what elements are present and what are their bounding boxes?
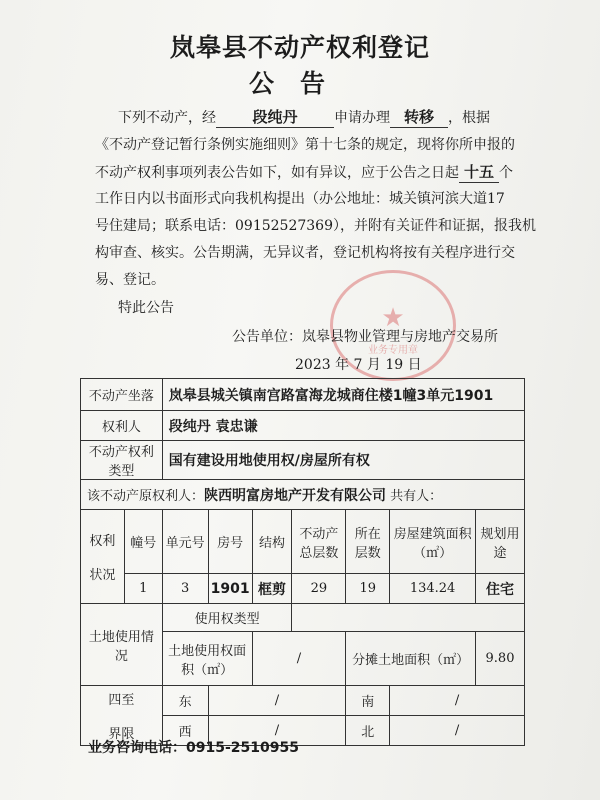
notice-subtitle: 公告 (248, 69, 351, 98)
table-row (81, 379, 525, 411)
special-notice: 特此公告 (118, 300, 174, 316)
header-cell: 不动产总层数 (292, 510, 346, 574)
notice-title: 岚皋县不动产权利登记 (169, 33, 430, 62)
boundary-label-2: 界限 (108, 727, 135, 742)
east-label: 东 (162, 686, 208, 716)
issuer: 公告单位：岚皋县物业管理与房地产交易所 (232, 329, 498, 345)
body-text: 申请办理 (334, 110, 390, 126)
body-line-7: 易、登记。 (95, 272, 165, 288)
value-cell: 1901 (208, 574, 252, 604)
holder-label: 权利人 (81, 411, 163, 441)
land-use-label: 土地使用情况 (81, 604, 163, 686)
table-row (81, 574, 525, 604)
table-row (81, 411, 525, 441)
business-type: 转移 (390, 106, 448, 128)
header-cell: 单元号 (162, 510, 208, 574)
header-cell: 幢号 (124, 510, 162, 574)
header-cell: 所在层数 (346, 510, 390, 574)
west-value: / (208, 716, 346, 746)
table-row (81, 686, 525, 716)
shared-area-label: 分摊土地面积（㎡） (346, 632, 476, 686)
header-cell: 房屋建筑面积（㎡） (390, 510, 476, 574)
table-row (81, 604, 525, 632)
west-label: 西 (162, 716, 208, 746)
header-cell: 房号 (208, 510, 252, 574)
south-label: 南 (346, 686, 390, 716)
table-row (81, 510, 525, 574)
header-cell: 规划用途 (476, 510, 525, 574)
shared-area-value: 9.80 (476, 632, 525, 686)
body-line-4: 工作日内以书面形式向我机构提出（办公地址：城关镇河滨大道17 (95, 191, 505, 207)
body-text: 下列不动产，经 (118, 110, 216, 126)
type-value: 国有建设用地使用权/房屋所有权 (162, 441, 524, 480)
north-label: 北 (346, 716, 390, 746)
notice-date: 2023 年 7 月 19 日 (295, 357, 422, 373)
body-text: 不动产权利事项列表公告如下，如有异议，应于公告之日起 (95, 165, 459, 181)
objection-days: 十五 (459, 161, 499, 183)
land-area-value: / (252, 632, 346, 686)
north-value: / (390, 716, 525, 746)
status-label-1: 权利 (89, 534, 116, 549)
contact-phone: 业务咨询电话：0915-2510955 (88, 740, 299, 756)
seal-sub-text: 业务专用章 (368, 345, 418, 356)
co-owner-label: 共有人： (390, 488, 443, 504)
original-holder-row (81, 480, 525, 510)
location-value: 岚皋县城关镇南宫路富海龙城商住楼1幢3单元1901 (162, 379, 524, 411)
use-type-label: 使用权类型 (162, 604, 292, 632)
value-cell: 19 (346, 574, 390, 604)
status-label-2: 状况 (89, 568, 116, 583)
value-cell: 29 (292, 574, 346, 604)
value-cell: 134.24 (390, 574, 476, 604)
holder-value: 段纯丹 袁忠谦 (162, 411, 524, 441)
applicant-name: 段纯丹 (216, 106, 334, 128)
body-line-6: 构审查、核实。公告期满，无异议者，登记机构将按有关程序进行交 (95, 245, 515, 261)
table-row (81, 480, 525, 510)
body-line-3 (95, 161, 513, 183)
value-cell: 3 (162, 574, 208, 604)
value-cell: 框剪 (252, 574, 292, 604)
original-label: 该不动产原权利人： (87, 488, 205, 504)
value-cell: 1 (124, 574, 162, 604)
property-table (80, 378, 525, 746)
use-type-value (292, 604, 525, 632)
south-value: / (390, 686, 525, 716)
body-line-2: 《不动产登记暂行条例实施细则》第十七条的规定，现将你所申报的 (95, 137, 515, 153)
table-row (81, 441, 525, 480)
original-value: 陕西明富房地产开发有限公司 (204, 487, 387, 504)
status-label (81, 510, 125, 604)
land-area-label: 土地使用权面积（㎡） (162, 632, 252, 686)
body-line-1 (118, 106, 490, 128)
type-label: 不动产权利类型 (81, 441, 163, 480)
body-text: ，根据 (448, 110, 490, 126)
header-cell: 结构 (252, 510, 292, 574)
location-label: 不动产坐落 (81, 379, 163, 411)
boundary-label-1: 四至 (108, 693, 135, 708)
value-cell: 住宅 (476, 574, 525, 604)
body-line-5: 号住建局；联系电话：09152527369），并附有关证件和证据，报我机 (95, 218, 536, 234)
seal-star-icon: ★ (381, 303, 405, 333)
east-value: / (208, 686, 346, 716)
body-text: 个 (499, 165, 513, 181)
